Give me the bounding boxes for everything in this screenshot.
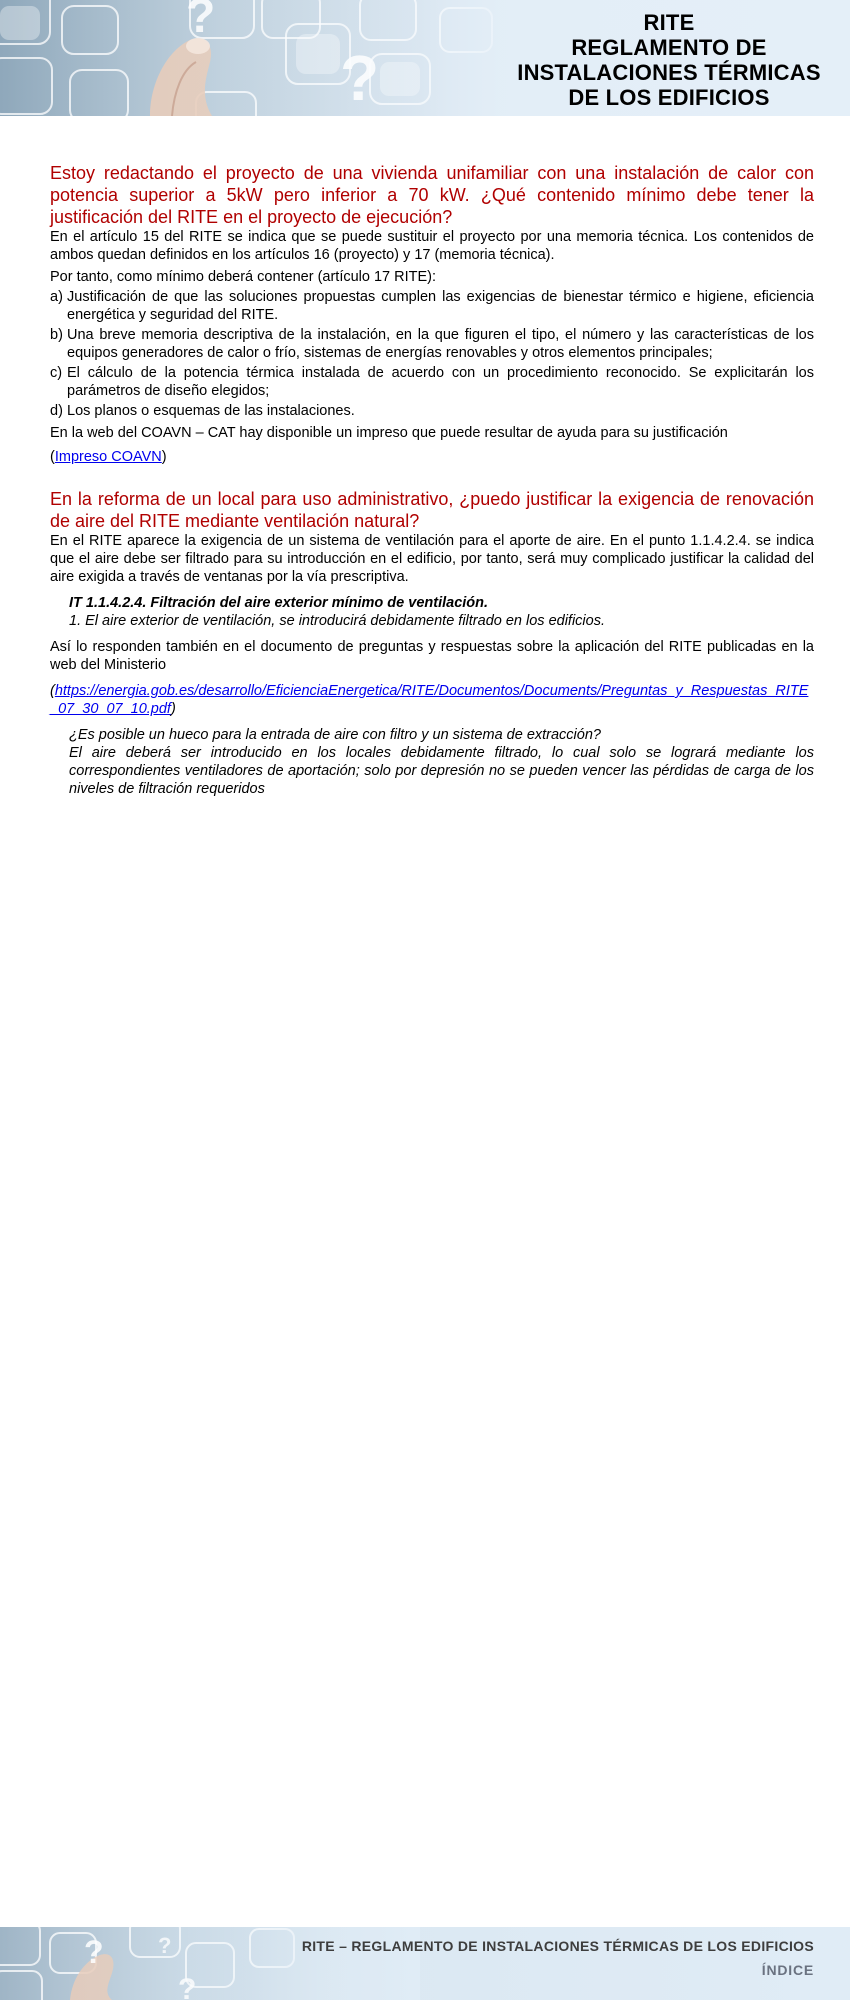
list-item — [50, 364, 814, 400]
list-item-text: Una breve memoria descriptiva de la instalación, en la que figuren el tipo, el número y las características de los equipos generadores de calor o frío, sistemas de energías renovables y otros elementos principales; — [67, 327, 814, 361]
regulation-quote — [69, 594, 814, 630]
paren: ) — [170, 701, 176, 717]
paren: ( — [50, 449, 55, 465]
faq-question: ¿Es posible un hueco para la entrada de aire con filtro y un sistema de extracción? — [69, 727, 601, 743]
paren: ) — [161, 449, 167, 465]
document-title — [504, 10, 834, 110]
paragraph: En el RITE aparece la exigencia de un sistema de ventilación para el aporte de aire. En el punto 1.1.4.2.4. se indica que el aire debe ser filtrado para su introducción en el edificio, por tanto, será muy complicado justificar la calidad del aire exigida a través de ventanas por la vía prescriptiva. — [50, 533, 814, 585]
impreso-coavn-link[interactable]: Impreso COAVN — [54, 449, 162, 465]
title-line: REGLAMENTO DE — [571, 35, 767, 60]
header-banner — [0, 0, 850, 116]
requirements-list — [50, 288, 814, 420]
list-item-text: El cálculo de la potencia térmica instalada de acuerdo con un procedimiento reconocido. Se explicitarán los parámetros de diseño elegidos; — [67, 365, 814, 399]
list-item-text: Justificación de que las soluciones propuestas cumplen las exigencias de bienestar térmico e higiene, eficiencia energética y seguridad del RITE. — [67, 289, 814, 323]
main-content — [50, 162, 814, 798]
question-heading: Estoy redactando el proyecto de una vivienda unifamiliar con una instalación de calor con potencia superior a 5kW pero inferior a 70 kW. ¿Qué contenido mínimo debe tener la justificación del RITE en el proyecto de ejecución? — [50, 163, 814, 227]
paragraph: En el artículo 15 del RITE se indica que se puede sustituir el proyecto por una memoria técnica. Los contenidos de ambos quedan definidos en los artículos 16 (proyecto) y 17 (memoria técnica). — [50, 229, 814, 263]
list-item-text: Los planos o esquemas de las instalaciones. — [67, 403, 355, 419]
list-item — [50, 326, 814, 362]
title-line: RITE — [643, 10, 695, 35]
faq-quote — [69, 726, 814, 798]
index-link[interactable]: ÍNDICE — [761, 1962, 814, 1978]
ministerio-pdf-link[interactable]: https://energia.gob.es/desarrollo/EficienciaEnergetica/RITE/Documentos/Documents/Preguntas_y_Respuestas_RITE_07_30_07_10.pdf — [50, 683, 809, 717]
footer-banner — [0, 1927, 850, 2000]
quote-text: 1. El aire exterior de ventilación, se introducirá debidamente filtrado en los edificios. — [69, 613, 605, 629]
list-item — [50, 288, 814, 324]
question-heading: En la reforma de un local para uso administrativo, ¿puedo justificar la exigencia de renovación de aire del RITE mediante ventilación natural? — [50, 489, 814, 531]
url-paragraph — [50, 682, 814, 718]
paragraph: Así lo responden también en el documento de preguntas y respuestas sobre la aplicación del RITE publicadas en la web del Ministerio — [50, 639, 814, 673]
list-marker: c) — [50, 365, 63, 381]
footer-title: RITE – REGLAMENTO DE INSTALACIONES TÉRMICAS DE LOS EDIFICIOS — [301, 1938, 814, 1954]
list-marker: d) — [50, 403, 63, 419]
header-decorative-image — [0, 0, 560, 116]
title-line: DE LOS EDIFICIOS — [568, 85, 770, 110]
list-marker: a) — [50, 289, 63, 305]
link-paragraph — [50, 448, 814, 466]
faq-answer: El aire deberá ser introducido en los locales debidamente filtrado, lo cual solo se logrará mediante los correspondientes ventiladores de aportación; solo por depresión no se pueden vencer las pérdidas de carga de los niveles de filtración requeridos — [69, 745, 814, 797]
paren: ( — [50, 683, 55, 699]
quote-title: IT 1.1.4.2.4. Filtración del aire exterior mínimo de ventilación. — [69, 595, 489, 611]
list-marker: b) — [50, 327, 63, 343]
title-line: INSTALACIONES TÉRMICAS — [517, 60, 821, 85]
paragraph: Por tanto, como mínimo deberá contener (artículo 17 RITE): — [50, 269, 437, 285]
list-item — [50, 402, 814, 420]
paragraph: En la web del COAVN – CAT hay disponible un impreso que puede resultar de ayuda para su justificación — [50, 425, 728, 441]
